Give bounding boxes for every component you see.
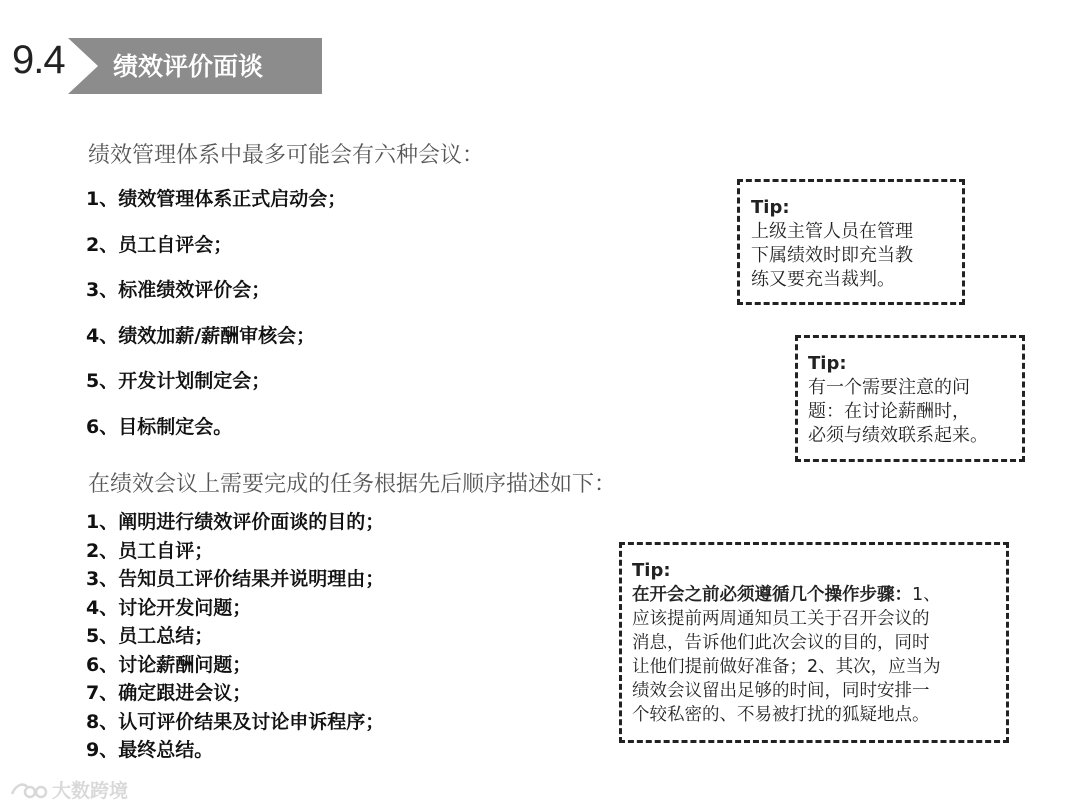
list-item: 4、绩效加薪/薪酬审核会；: [86, 324, 316, 347]
intro-meetings: 绩效管理体系中最多可能会有六种会议：: [88, 143, 485, 168]
tip-line: 题：在讨论薪酬时，: [808, 401, 970, 422]
tip-line: 下属绩效时即充当教: [751, 245, 913, 266]
tip-lead-tail: 1、: [912, 585, 941, 605]
meeting-list: [86, 184, 346, 457]
task-list: [86, 508, 384, 765]
tip-line: 有一个需要注意的问: [808, 377, 970, 398]
tip-box-steps: [619, 542, 1009, 743]
list-item: 6、目标制定会。: [86, 415, 233, 438]
tip-line: 必须与绩效联系起来。: [808, 425, 988, 446]
tip-line: 上级主管人员在管理: [751, 221, 913, 242]
list-item: 2、员工自评；: [86, 539, 214, 562]
tip-label: Tip:: [808, 353, 847, 374]
list-item: 5、员工总结；: [86, 625, 214, 647]
list-item: 6、讨论薪酬问题；: [86, 653, 252, 676]
tip-bold-lead: 在开会之前必须遵循几个操作步骤：: [632, 585, 912, 605]
tip-line: 绩效会议留出足够的时间，同时安排一: [632, 681, 930, 701]
tip-line: 让他们提前做好准备；2、其次，应当为: [632, 657, 941, 677]
list-item: 7、确定跟进会议；: [86, 682, 252, 704]
list-item: 5、开发计划制定会；: [86, 370, 271, 392]
list-item: 4、讨论开发问题；: [86, 596, 252, 619]
tip-line: 个较私密的、不易被打扰的狐疑地点。: [632, 705, 930, 725]
section-title: 绩效评价面谈: [113, 52, 264, 81]
tip-box-coach: [737, 179, 965, 305]
watermark: [8, 776, 128, 803]
section-number: 9.4: [12, 38, 65, 82]
list-item: 1、阐明进行绩效评价面谈的目的；: [86, 511, 385, 533]
tip-box-salary: [795, 335, 1025, 462]
list-item: 1、绩效管理体系正式启动会；: [86, 188, 347, 210]
intro-tasks: 在绩效会议上需要完成的任务根据先后顺序描述如下：: [88, 472, 617, 497]
list-item: 3、告知员工评价结果并说明理由；: [86, 568, 385, 590]
list-item: 2、员工自评会；: [86, 233, 233, 256]
list-item: 8、认可评价结果及讨论申诉程序；: [86, 710, 385, 733]
tip-line: 应该提前两周通知员工关于召开会议的: [632, 609, 930, 629]
eye-logo-icon: [8, 778, 48, 802]
watermark-text: 大数跨境: [52, 780, 129, 802]
list-item: 9、最终总结。: [86, 739, 214, 761]
list-item: 3、标准绩效评价会；: [86, 279, 271, 301]
tip-line: 消息，告诉他们此次会议的目的，同时: [632, 633, 930, 653]
tip-line: [632, 583, 1006, 607]
tip-line: 练又要充当裁判。: [751, 269, 895, 290]
tip-label: Tip:: [751, 197, 790, 218]
tip-label: Tip:: [632, 560, 671, 581]
